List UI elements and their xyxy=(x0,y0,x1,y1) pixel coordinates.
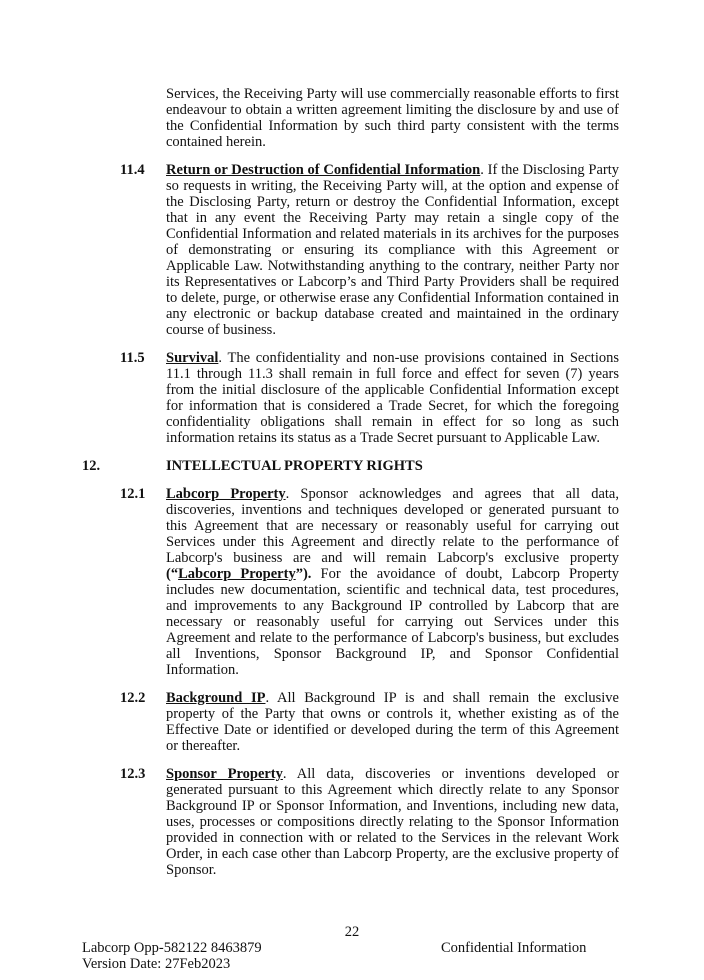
defined-term-name: Labcorp Property xyxy=(178,566,296,582)
section-heading: Sponsor Property xyxy=(166,766,283,782)
section-text: . Sponsor acknowledges and agrees that all data, discoveries, inventions and techniques developed or generated pursuant to this Agreement that are necessary or reasonably useful for carrying out Services under this Agreement and directly relate to the performance of Labcorp's business are and will remain Labcorp's exclusive property xyxy=(166,486,619,566)
section-text: . If the Disclosing Party so requests in writing, the Receiving Party will, at the option and expense of the Disclosing Party, return or destroy the Confidential Information, except that in any event the Receiving Party may retain a single copy of the Confidential Information and related materials in its archives for the purposes of demonstrating or ensuring its compliance with this Agreement or Applicable Law. Notwithstanding anything to the contrary, neither Party nor its Representatives or Labcorp’s and Third Party Providers shall be required to delete, purge, or otherwise erase any Confidential Information contained in any electronic or backup database created and maintained in the ordinary course of business. xyxy=(166,162,619,338)
continuation-paragraph: Services, the Receiving Party will use commercially reasonable efforts to first endeavour to obtain a written agreement limiting the disclosure by and use of the Confidential Information by such third party consistent with the terms contained herein. xyxy=(166,86,619,150)
section-text: . The confidentiality and non-use provisions contained in Sections 11.1 through 11.3 shall remain in full force and effect for seven (7) years from the initial disclosure of the applicable Confidential Information except for information that is considered a Trade Secret, for which the foregoing confidentiality obligations shall remain in effect for so long as such information retains its status as a Trade Secret pursuant to Applicable Law. xyxy=(166,350,619,446)
section-number: 12.3 xyxy=(120,766,146,782)
section-heading: Survival xyxy=(166,350,219,366)
version-date: Version Date: 27Feb2023 xyxy=(82,956,231,972)
page-number: 22 xyxy=(344,924,360,940)
defined-term xyxy=(166,566,311,582)
section-12-1 xyxy=(120,486,619,678)
quote-open: (“ xyxy=(166,566,179,582)
section-title: INTELLECTUAL PROPERTY RIGHTS xyxy=(166,458,423,474)
quote-close: ”). xyxy=(295,566,312,582)
section-11-5 xyxy=(120,350,619,446)
section-number: 12.2 xyxy=(120,690,146,706)
section-number: 11.5 xyxy=(120,350,145,366)
confidential-label: Confidential Information xyxy=(441,940,587,956)
document-id: Labcorp Opp-582122 8463879 xyxy=(82,940,262,956)
section-12-3 xyxy=(120,766,619,878)
section-heading: Return or Destruction of Confidential Information xyxy=(166,162,481,178)
section-number: 12.1 xyxy=(120,486,146,502)
section-number: 11.4 xyxy=(120,162,145,178)
section-12-2 xyxy=(120,690,619,754)
section-heading: Background IP xyxy=(166,690,266,706)
section-text: . All data, discoveries or inventions developed or generated pursuant to this Agreement which directly relate to any Sponsor Background IP or Sponsor Information, and Inventions, including new data, uses, processes or compositions directly relating to the Sponsor Information provided in connection with or related to the Services in the relevant Work Order, in each case other than Labcorp Property, are the exclusive property of Sponsor. xyxy=(166,766,619,878)
footer xyxy=(82,940,622,980)
section-text: . All Background IP is and shall remain the exclusive property of the Party that owns or controls it, whether existing as of the Effective Date or identified or developed during the term of this Agreement or thereafter. xyxy=(166,690,619,754)
section-text-continued: For the avoidance of doubt, Labcorp Property includes new documentation, scientific and technical data, test procedures, and improvements to any Background IP controlled by Labcorp that are necessary or reasonably useful for carrying out Services under this Agreement and relate to the performance of Labcorp's business, but excludes all Inventions, Sponsor Background IP, and Sponsor Confidential Information. xyxy=(166,566,619,678)
section-number: 12. xyxy=(82,458,101,474)
section-heading: Labcorp Property xyxy=(166,486,286,502)
section-11-4 xyxy=(120,162,619,338)
section-12-heading xyxy=(82,458,704,474)
